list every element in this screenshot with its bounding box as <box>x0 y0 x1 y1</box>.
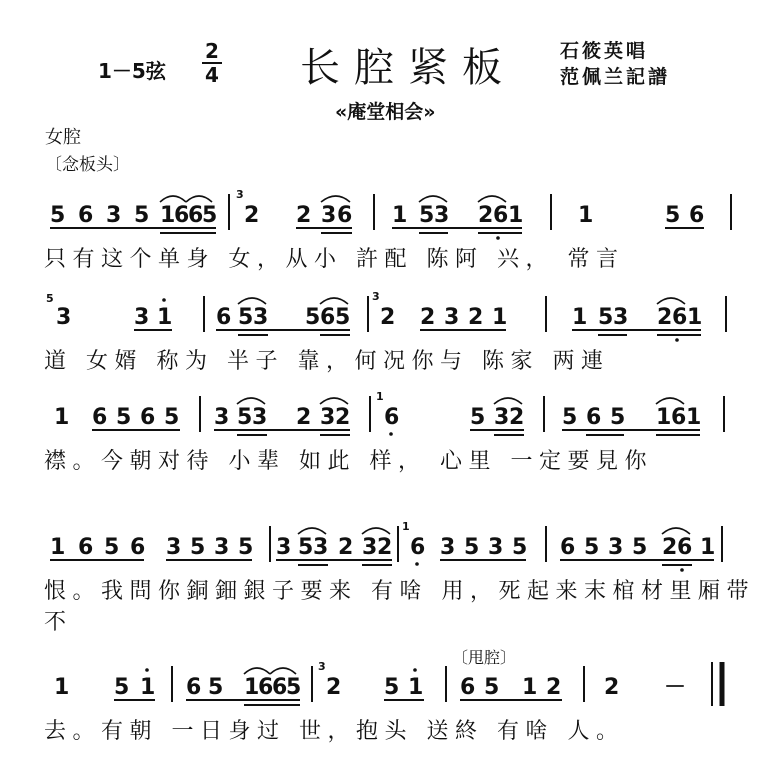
note: 2 <box>468 305 484 330</box>
note: 3 <box>444 305 460 330</box>
note: 6 <box>410 535 426 560</box>
note: 2 <box>478 203 494 228</box>
measure-3 <box>372 290 507 330</box>
note: 1 <box>700 535 716 560</box>
note: 3 <box>320 405 336 430</box>
note: 5 <box>50 203 66 228</box>
svg-text:1: 1 <box>376 390 384 403</box>
svg-text:1: 1 <box>402 520 410 533</box>
notation-line-3 <box>0 382 772 444</box>
note: 5 <box>164 405 180 430</box>
score-system-3 <box>0 382 772 482</box>
note: 2 <box>326 675 342 700</box>
notation-line-5 <box>0 652 772 714</box>
singer-credit: 石筱英唱 <box>560 40 649 62</box>
note: 1 <box>522 675 538 700</box>
note: 5 <box>116 405 132 430</box>
note: 5 <box>512 535 528 560</box>
note: 5 <box>238 535 254 560</box>
note: 6 <box>320 305 336 330</box>
score-system-2 <box>0 282 772 382</box>
note: 2 <box>604 675 620 700</box>
note: 6 <box>258 675 274 700</box>
note: 6 <box>384 405 400 430</box>
note: － <box>664 675 687 700</box>
note: 5 <box>134 203 150 228</box>
intro-marking: 〔念板头〕 <box>45 155 130 175</box>
note: 6 <box>92 405 108 430</box>
note: 5 <box>286 675 302 700</box>
note: 6 <box>460 675 476 700</box>
note: 5 <box>598 305 614 330</box>
note: 3 <box>214 535 230 560</box>
note: 3 <box>214 405 230 430</box>
note: 5 <box>384 675 400 700</box>
note: 3 <box>608 535 624 560</box>
note: 6 <box>272 675 288 700</box>
note: 1 <box>572 305 588 330</box>
note: 5 <box>237 405 253 430</box>
note: 2 <box>509 405 525 430</box>
note: 5 <box>419 203 435 228</box>
score-system-4 <box>0 512 772 635</box>
note: 3 <box>253 305 269 330</box>
measure-2 <box>216 298 350 335</box>
notation-svg-4 <box>0 512 772 574</box>
note: 3 <box>362 535 378 560</box>
measure-4 <box>578 203 704 228</box>
note: 3 <box>494 405 510 430</box>
lyrics-line-4: 恨。我問你銅鈿銀子要来 有啥 用，死起来末棺材里厢带 不 <box>44 579 755 635</box>
lyrics-line-1: 只有这个单身 女，从小 許配 陈阿 兴， 常言 <box>44 247 625 272</box>
note: 6 <box>78 535 94 560</box>
note: 1 <box>157 305 173 330</box>
note: 2 <box>380 305 396 330</box>
note: 2 <box>657 305 673 330</box>
note: 5 <box>632 535 648 560</box>
note: 3 <box>276 535 292 560</box>
note: 6 <box>337 203 353 228</box>
measure-4 <box>572 298 702 342</box>
note: 3 <box>434 203 450 228</box>
notation-line-4 <box>0 512 772 574</box>
lyrics-line-3: 襟。今朝对待 小辈 如此 样， 心里 一定要見你 <box>44 449 653 474</box>
note: 6 <box>188 203 204 228</box>
measure-1 <box>50 196 217 233</box>
transcriber-credit: 范佩兰記譜 <box>560 66 671 88</box>
note: 2 <box>244 203 260 228</box>
note: 3 <box>313 535 329 560</box>
note: 1 <box>508 203 524 228</box>
note: 6 <box>677 535 693 560</box>
note: 6 <box>140 405 156 430</box>
note: 5 <box>190 535 206 560</box>
note: 6 <box>186 675 202 700</box>
note: 1 <box>392 203 408 228</box>
note: 1 <box>54 675 70 700</box>
note: 5 <box>484 675 500 700</box>
measure-4 <box>562 398 701 435</box>
notation-line-1 <box>0 180 772 242</box>
note: 3 <box>613 305 629 330</box>
note: 5 <box>470 405 486 430</box>
time-signature-top: 2 <box>205 39 219 63</box>
note: 1 <box>578 203 594 228</box>
note: 6 <box>672 305 688 330</box>
note: 1 <box>140 675 156 700</box>
measure-3 <box>318 660 424 700</box>
measure-4 <box>560 528 715 572</box>
measure-1 <box>46 292 172 330</box>
note: 6 <box>174 203 190 228</box>
note: 5 <box>305 305 321 330</box>
note: 3 <box>106 203 122 228</box>
notation-svg-5 <box>0 652 772 714</box>
note: 6 <box>586 405 602 430</box>
note: 1 <box>408 675 424 700</box>
note: 3 <box>56 305 72 330</box>
voice-label: 女腔 <box>45 127 81 148</box>
score-system-1 <box>0 180 772 280</box>
note: 5 <box>114 675 130 700</box>
svg-text:3: 3 <box>318 660 326 673</box>
note: 2 <box>662 535 678 560</box>
note: 6 <box>493 203 509 228</box>
note: 5 <box>208 675 224 700</box>
note: 5 <box>298 535 314 560</box>
lyrics-line-5: 去。有朝 一日身过 世，抱头 送終 有啥 人。 <box>44 719 625 744</box>
note: 5 <box>238 305 254 330</box>
note: 5 <box>335 305 351 330</box>
measure-3 <box>376 390 524 436</box>
note: 3 <box>440 535 456 560</box>
note: 5 <box>665 203 681 228</box>
note: 1 <box>492 305 508 330</box>
note: 2 <box>546 675 562 700</box>
note: 1 <box>656 405 672 430</box>
notation-line-2 <box>0 282 772 344</box>
svg-text:3: 3 <box>236 188 244 201</box>
note: 6 <box>130 535 146 560</box>
note: 1 <box>686 405 702 430</box>
note: 5 <box>610 405 626 430</box>
note: 1 <box>244 675 260 700</box>
note: 3 <box>166 535 182 560</box>
notation-svg-2 <box>0 282 772 344</box>
measure-5 <box>604 675 686 700</box>
note: 6 <box>689 203 705 228</box>
mode-label: 1－5弦 <box>98 59 166 83</box>
note: 3 <box>488 535 504 560</box>
measure-4 <box>460 675 562 700</box>
note: 5 <box>464 535 480 560</box>
note: 2 <box>335 405 351 430</box>
measure-2 <box>236 188 352 233</box>
note: 3 <box>321 203 337 228</box>
time-signature <box>200 40 224 86</box>
note: 5 <box>104 535 120 560</box>
throw-tune-marking: 〔甩腔〕 <box>452 648 517 667</box>
note: 1 <box>160 203 176 228</box>
notation-svg-3 <box>0 382 772 444</box>
time-signature-bottom: 4 <box>205 63 219 87</box>
svg-text:3: 3 <box>372 290 380 303</box>
measure-1 <box>50 535 253 560</box>
note: 5 <box>584 535 600 560</box>
note: 2 <box>296 405 312 430</box>
note: 3 <box>134 305 150 330</box>
measure-2 <box>186 668 301 705</box>
measure-2 <box>276 528 392 565</box>
subtitle: «庵堂相会» <box>335 101 436 123</box>
note: 2 <box>420 305 436 330</box>
page-title: 长腔紧板 <box>300 45 516 91</box>
measure-2 <box>214 398 350 435</box>
svg-text:5: 5 <box>46 292 54 305</box>
measure-3 <box>402 520 527 566</box>
note: 3 <box>252 405 268 430</box>
note: 6 <box>671 405 687 430</box>
note: 1 <box>54 405 70 430</box>
note: 6 <box>560 535 576 560</box>
measure-1 <box>54 405 180 430</box>
score-system-5 <box>0 652 772 752</box>
measure-3 <box>392 196 523 240</box>
note: 2 <box>377 535 393 560</box>
note: 5 <box>202 203 218 228</box>
note: 5 <box>562 405 578 430</box>
note: 2 <box>338 535 354 560</box>
notation-svg-1 <box>0 180 772 242</box>
note: 6 <box>216 305 232 330</box>
measure-1 <box>54 668 155 700</box>
note: 2 <box>296 203 312 228</box>
lyrics-line-2: 道 女婿 称为 半子 靠，何况你与 陈家 两連 <box>44 349 610 374</box>
note: 6 <box>78 203 94 228</box>
note: 1 <box>687 305 703 330</box>
note: 1 <box>50 535 66 560</box>
